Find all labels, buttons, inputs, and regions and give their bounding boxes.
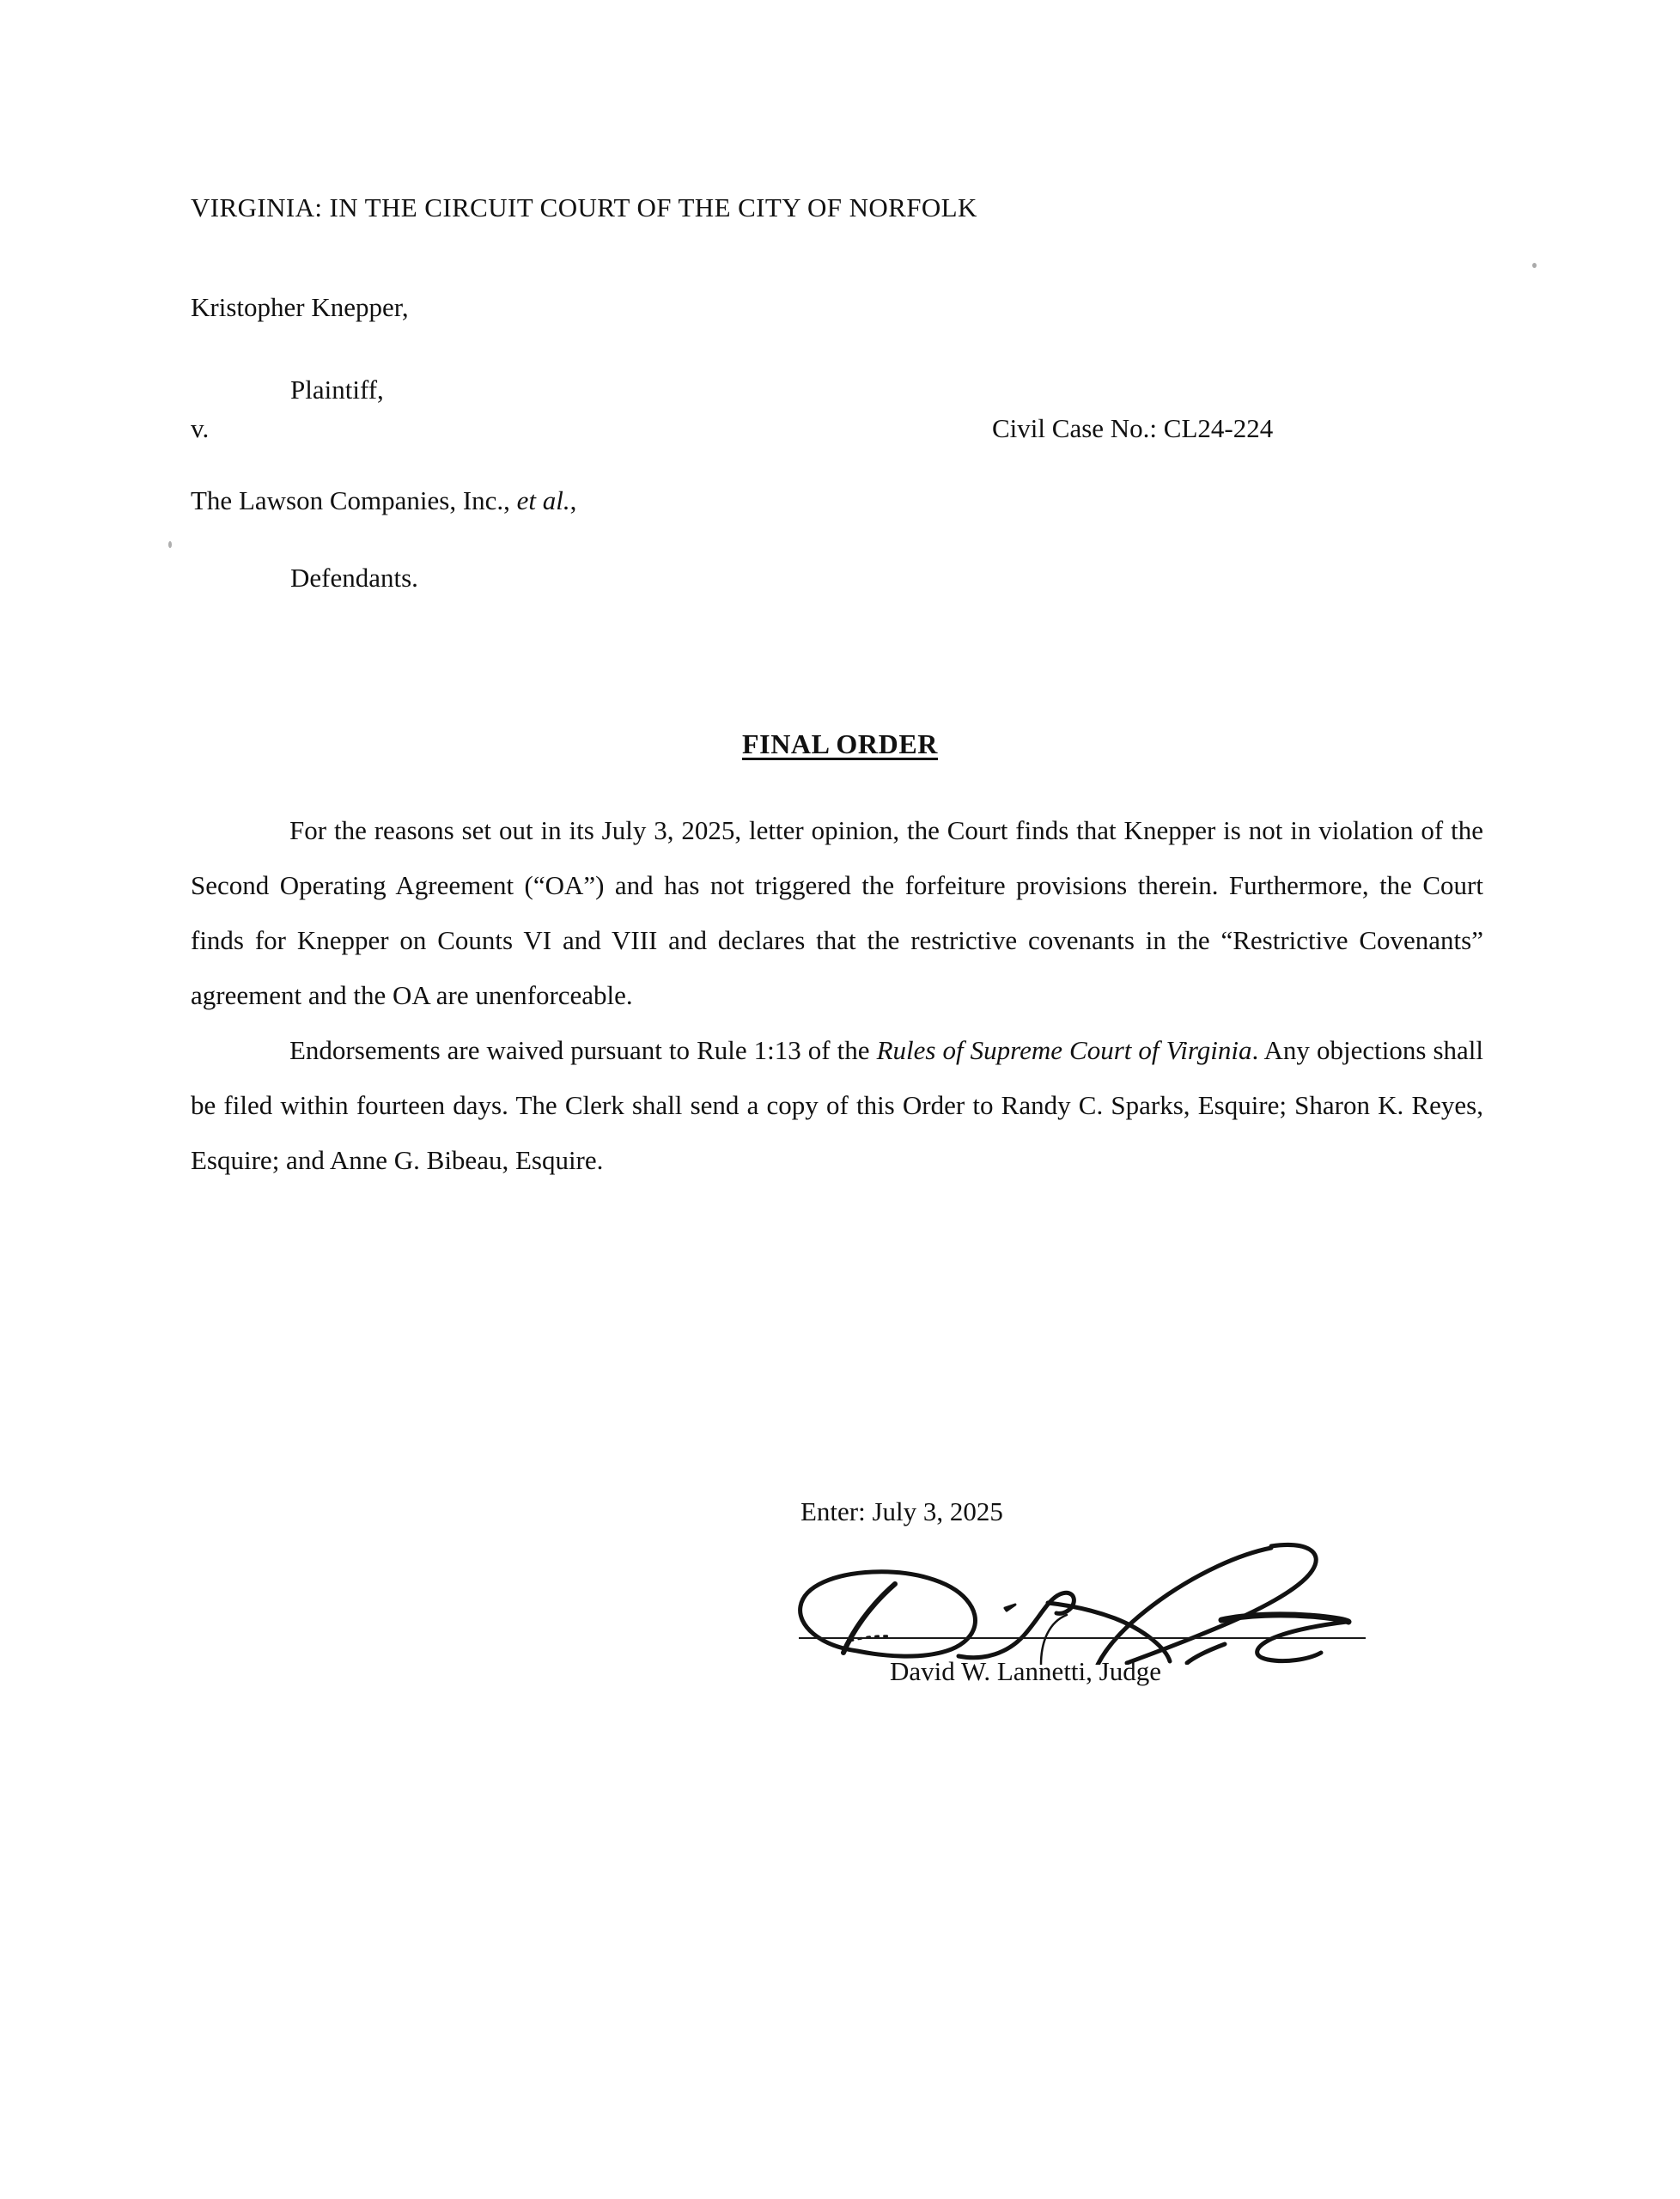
body-paragraph-findings-text: For the reasons set out in its July 3, 2025, letter opinion, the Court finds that Knepper is not in violation of the Second Operating Agreement (“OA”) and has not triggered the forfeiture provisions therein. Furthermore, the Court finds for Knepper on Counts VI and VIII and declares that the restrictive covenants in the “Restrictive Covenants” agreement and the OA are unenforceable.	[191, 815, 1483, 1010]
court-header: VIRGINIA: IN THE CIRCUIT COURT OF THE CITY OF NORFOLK	[191, 192, 977, 222]
caption-plaintiff-name: Kristopher Knepper,	[191, 292, 409, 322]
caption-versus: v.	[191, 413, 210, 443]
caption-defendant-etal: et al.	[516, 485, 570, 515]
caption-case-number: Civil Case No.: CL24-224	[992, 413, 1274, 443]
page-title-text: FINAL ORDER	[742, 728, 938, 759]
signature-line	[799, 1637, 1366, 1639]
caption-defendant-name	[191, 485, 576, 516]
entry-date: Enter: July 3, 2025	[800, 1496, 1003, 1526]
caption-defendant-role: Defendants.	[290, 563, 418, 593]
body-rules-citation: Rules of Supreme Court of Virginia	[876, 1035, 1252, 1065]
body-paragraph-endorsements	[191, 1023, 1483, 1188]
caption-defendant-name-lead: The Lawson Companies, Inc.,	[191, 485, 517, 515]
scan-artifact-right	[1532, 263, 1537, 268]
order-body	[191, 803, 1483, 1188]
caption-defendant-name-trail: ,	[569, 485, 577, 515]
scan-artifact-left	[168, 541, 172, 548]
page-title	[0, 728, 1680, 760]
body-endorsement-trail: . Any objections shall be filed within fourteen days. The Clerk shall send a copy of this Order to Randy C. Sparks, Esquire; Sharon K. Reyes, Esquire; and Anne G. Bibeau, Esquire.	[191, 1035, 1483, 1175]
body-paragraph-findings	[191, 803, 1483, 1023]
body-endorsement-lead: Endorsements are waived pursuant to Rule 1:13 of the	[289, 1035, 877, 1065]
caption-plaintiff-role: Plaintiff,	[290, 375, 384, 405]
judge-name: David W. Lannetti, Judge	[890, 1656, 1161, 1686]
signature-mark	[790, 1536, 1391, 1665]
